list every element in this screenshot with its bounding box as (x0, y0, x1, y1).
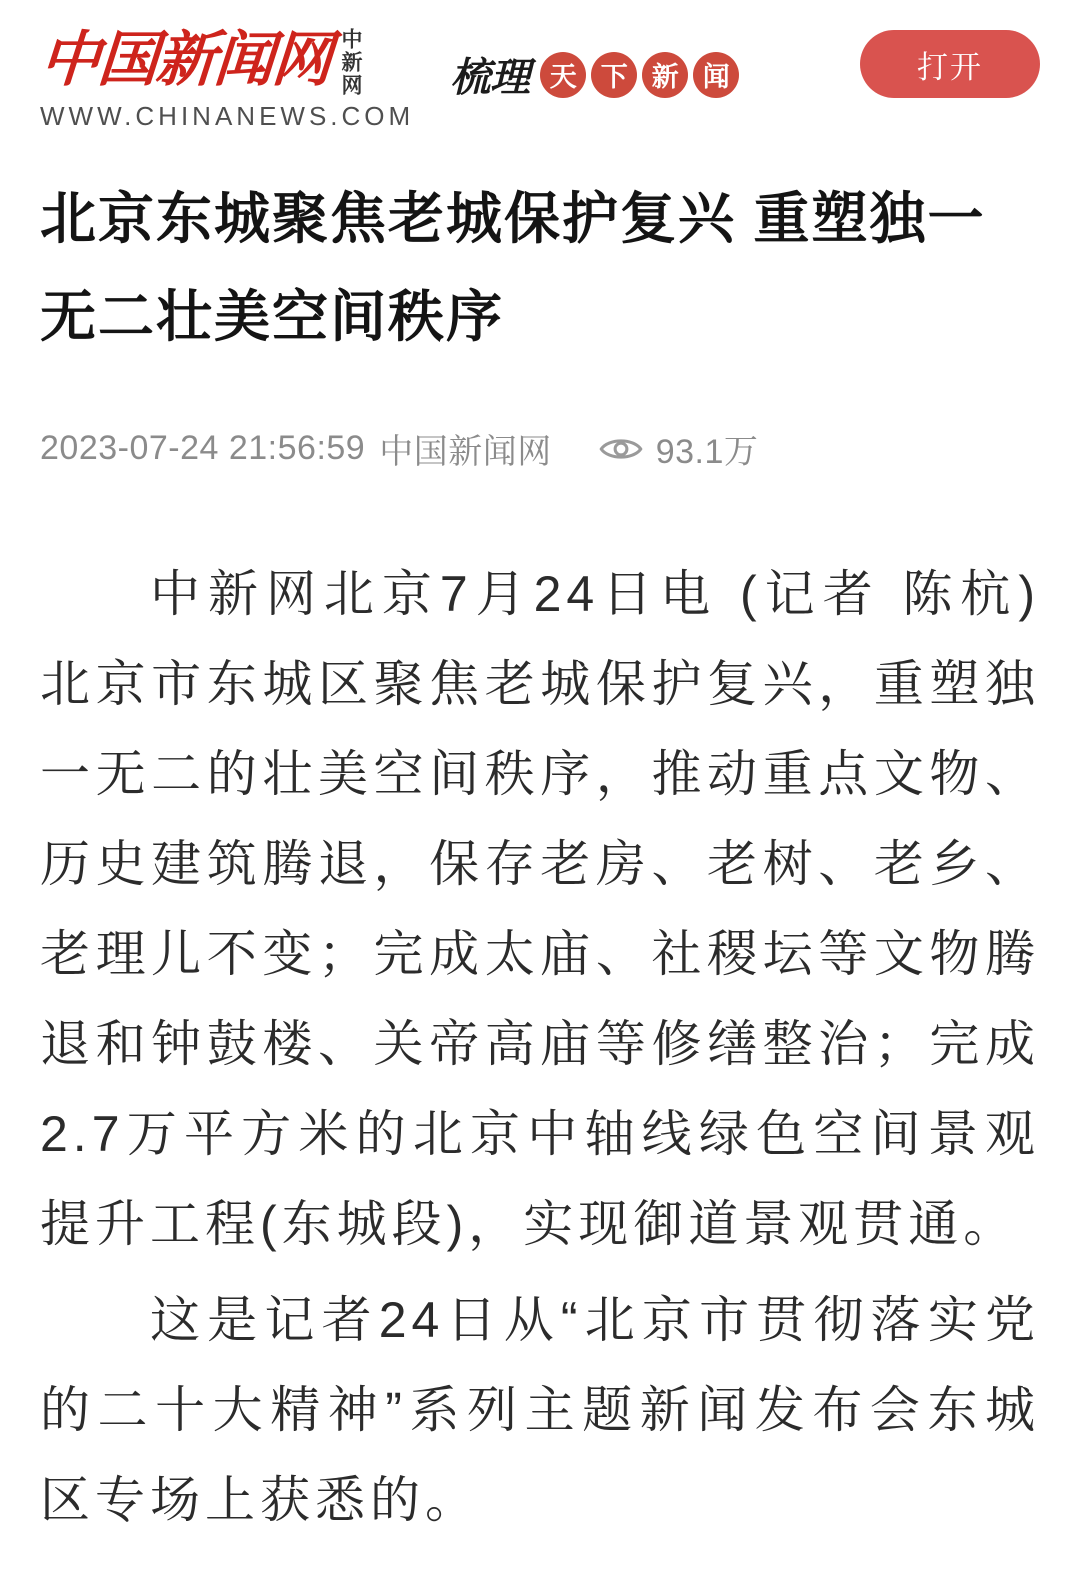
article-title-line: 北京东城聚焦老城保护复兴 重塑独一 (40, 187, 986, 250)
site-logo[interactable] (37, 24, 415, 132)
article-meta (40, 424, 1040, 473)
article-title-line: 无二壮美空间秩序 (40, 285, 504, 348)
site-url: WWW.CHINANEWS.COM (40, 101, 415, 131)
slogan-seal-icon: 新 (642, 52, 688, 98)
article-paragraph: 中新网北京7月24日电 (记者 陈杭)北京市东城区聚焦老城保护复兴，重塑独一无二的壮美空间秩序，推动重点文物、历史建筑腾退，保存老房、老树、老乡、老理儿不变；完成太庙、社稷坛等文物腾退和钟鼓楼、关帝高庙等修缮整治；完成2.7万平方米的北京中轴线绿色空间景观提升工程(东城段)，实现御道景观贯通。 (40, 566, 1040, 1252)
source-name: 中国新闻网 (379, 433, 552, 471)
slogan-prefix: 梳理 (450, 54, 531, 101)
brand-calligraphy-logo: 中国新闻网 (37, 25, 333, 95)
article-title (40, 170, 1040, 366)
open-app-button[interactable]: 打开 (860, 30, 1040, 98)
site-slogan (450, 46, 744, 103)
article-paragraph: 这是记者24日从“北京市贯彻落实党的二十大精神”系列主题新闻发布会东城区专场上获悉的。 (40, 1292, 1040, 1528)
slogan-seal-icon: 下 (591, 52, 637, 98)
eye-icon (598, 433, 644, 465)
slogan-seal-icon: 天 (540, 52, 586, 98)
brand-vertical-label: 中新网 (339, 28, 362, 97)
article-body (40, 549, 1040, 1545)
site-header (37, 24, 1040, 132)
view-count: 93.1万 (655, 433, 759, 471)
slogan-seal-icon: 闻 (693, 52, 739, 98)
publish-datetime: 2023-07-24 21:56:59 (40, 429, 366, 467)
